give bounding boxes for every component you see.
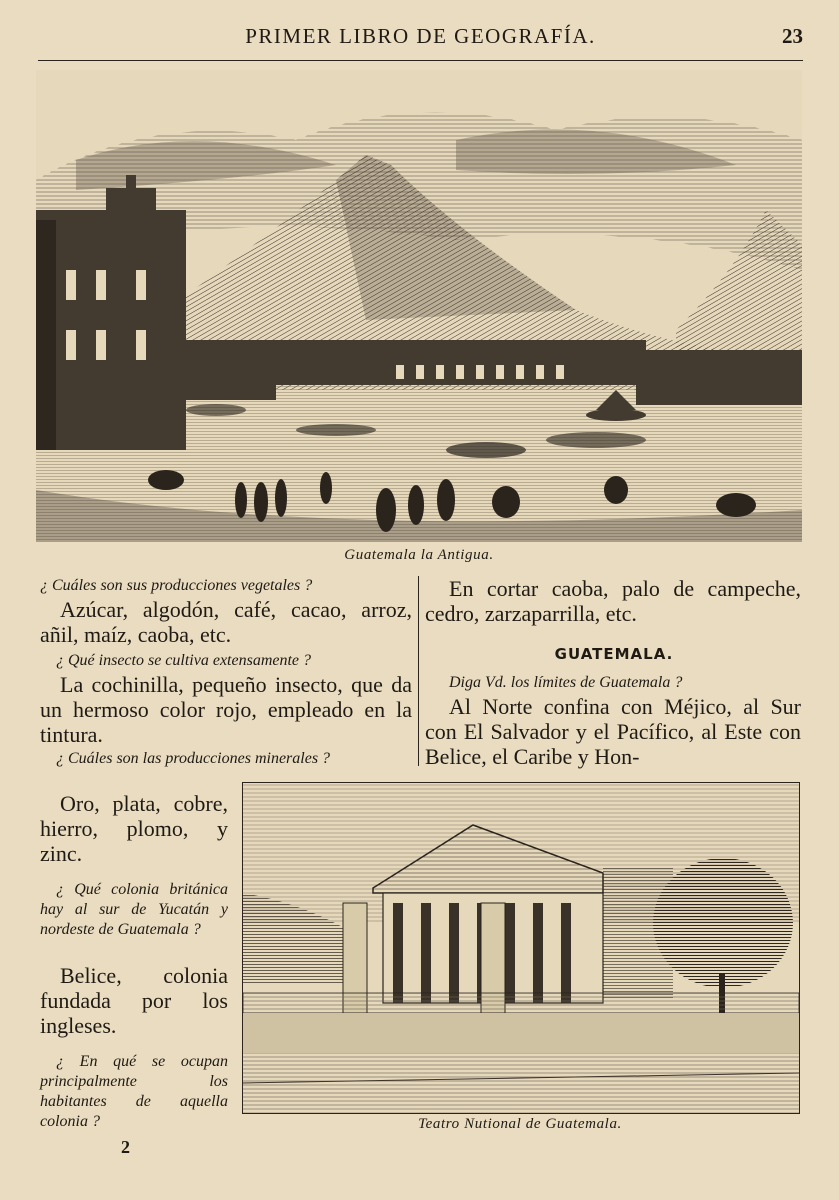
teatro-caption: Teatro Nutional de Guatemala. [418, 1116, 622, 1132]
answer-occupation: En cortar caoba, palo de campeche, cedro, zarzaparrilla, etc. [425, 576, 801, 626]
question-minerals: ¿ Cuáles son las producciones minerales ? [56, 750, 331, 767]
antigua-illustration [36, 70, 802, 542]
antigua-caption: Guatemala la Antigua. [344, 547, 494, 563]
answer-colony: Belice, colonia fundada por los ingleses. [40, 963, 228, 1038]
section-heading: GUATEMALA. [554, 645, 674, 663]
answer-insect: La cochinilla, pequeño insecto, que da un hermoso color rojo, empleado en la tintura. [40, 672, 412, 747]
answer-minerals: Oro, plata, cobre, hierro, plomo, y zinc. [40, 791, 228, 866]
page-number: 23 [782, 24, 803, 48]
teatro-illustration [243, 783, 799, 1113]
header-rule [38, 60, 803, 61]
antigua-engraving [36, 70, 802, 542]
question-limits: Diga Vd. los límites de Guatemala ? [449, 674, 683, 691]
question-insect: ¿ Qué insecto se cultiva extensamente ? [56, 652, 312, 669]
question-colony: ¿ Qué colonia británica hay al sur de Yucatán y nordeste de Guatemala ? [40, 881, 228, 938]
answer-limits: Al Norte confina con Méjico, al Sur con El Salvador y el Pacífico, al Este con Belice, el Caribe y Hon- [425, 694, 801, 769]
page-header [38, 22, 803, 58]
column-divider [418, 576, 419, 766]
question-vegetables: ¿ Cuáles son sus producciones vegetales ? [40, 577, 313, 594]
answer-vegetables: Azúcar, algodón, café, cacao, arroz, añil, maíz, caoba, etc. [40, 597, 412, 647]
running-title: PRIMER LIBRO DE GEOGRAFÍA. [245, 24, 596, 48]
teatro-engraving [242, 782, 800, 1114]
question-occupation: ¿ En qué se ocupan principalmente los habitantes de aquella colonia ? [40, 1053, 228, 1130]
signature-mark: 2 [121, 1137, 130, 1157]
